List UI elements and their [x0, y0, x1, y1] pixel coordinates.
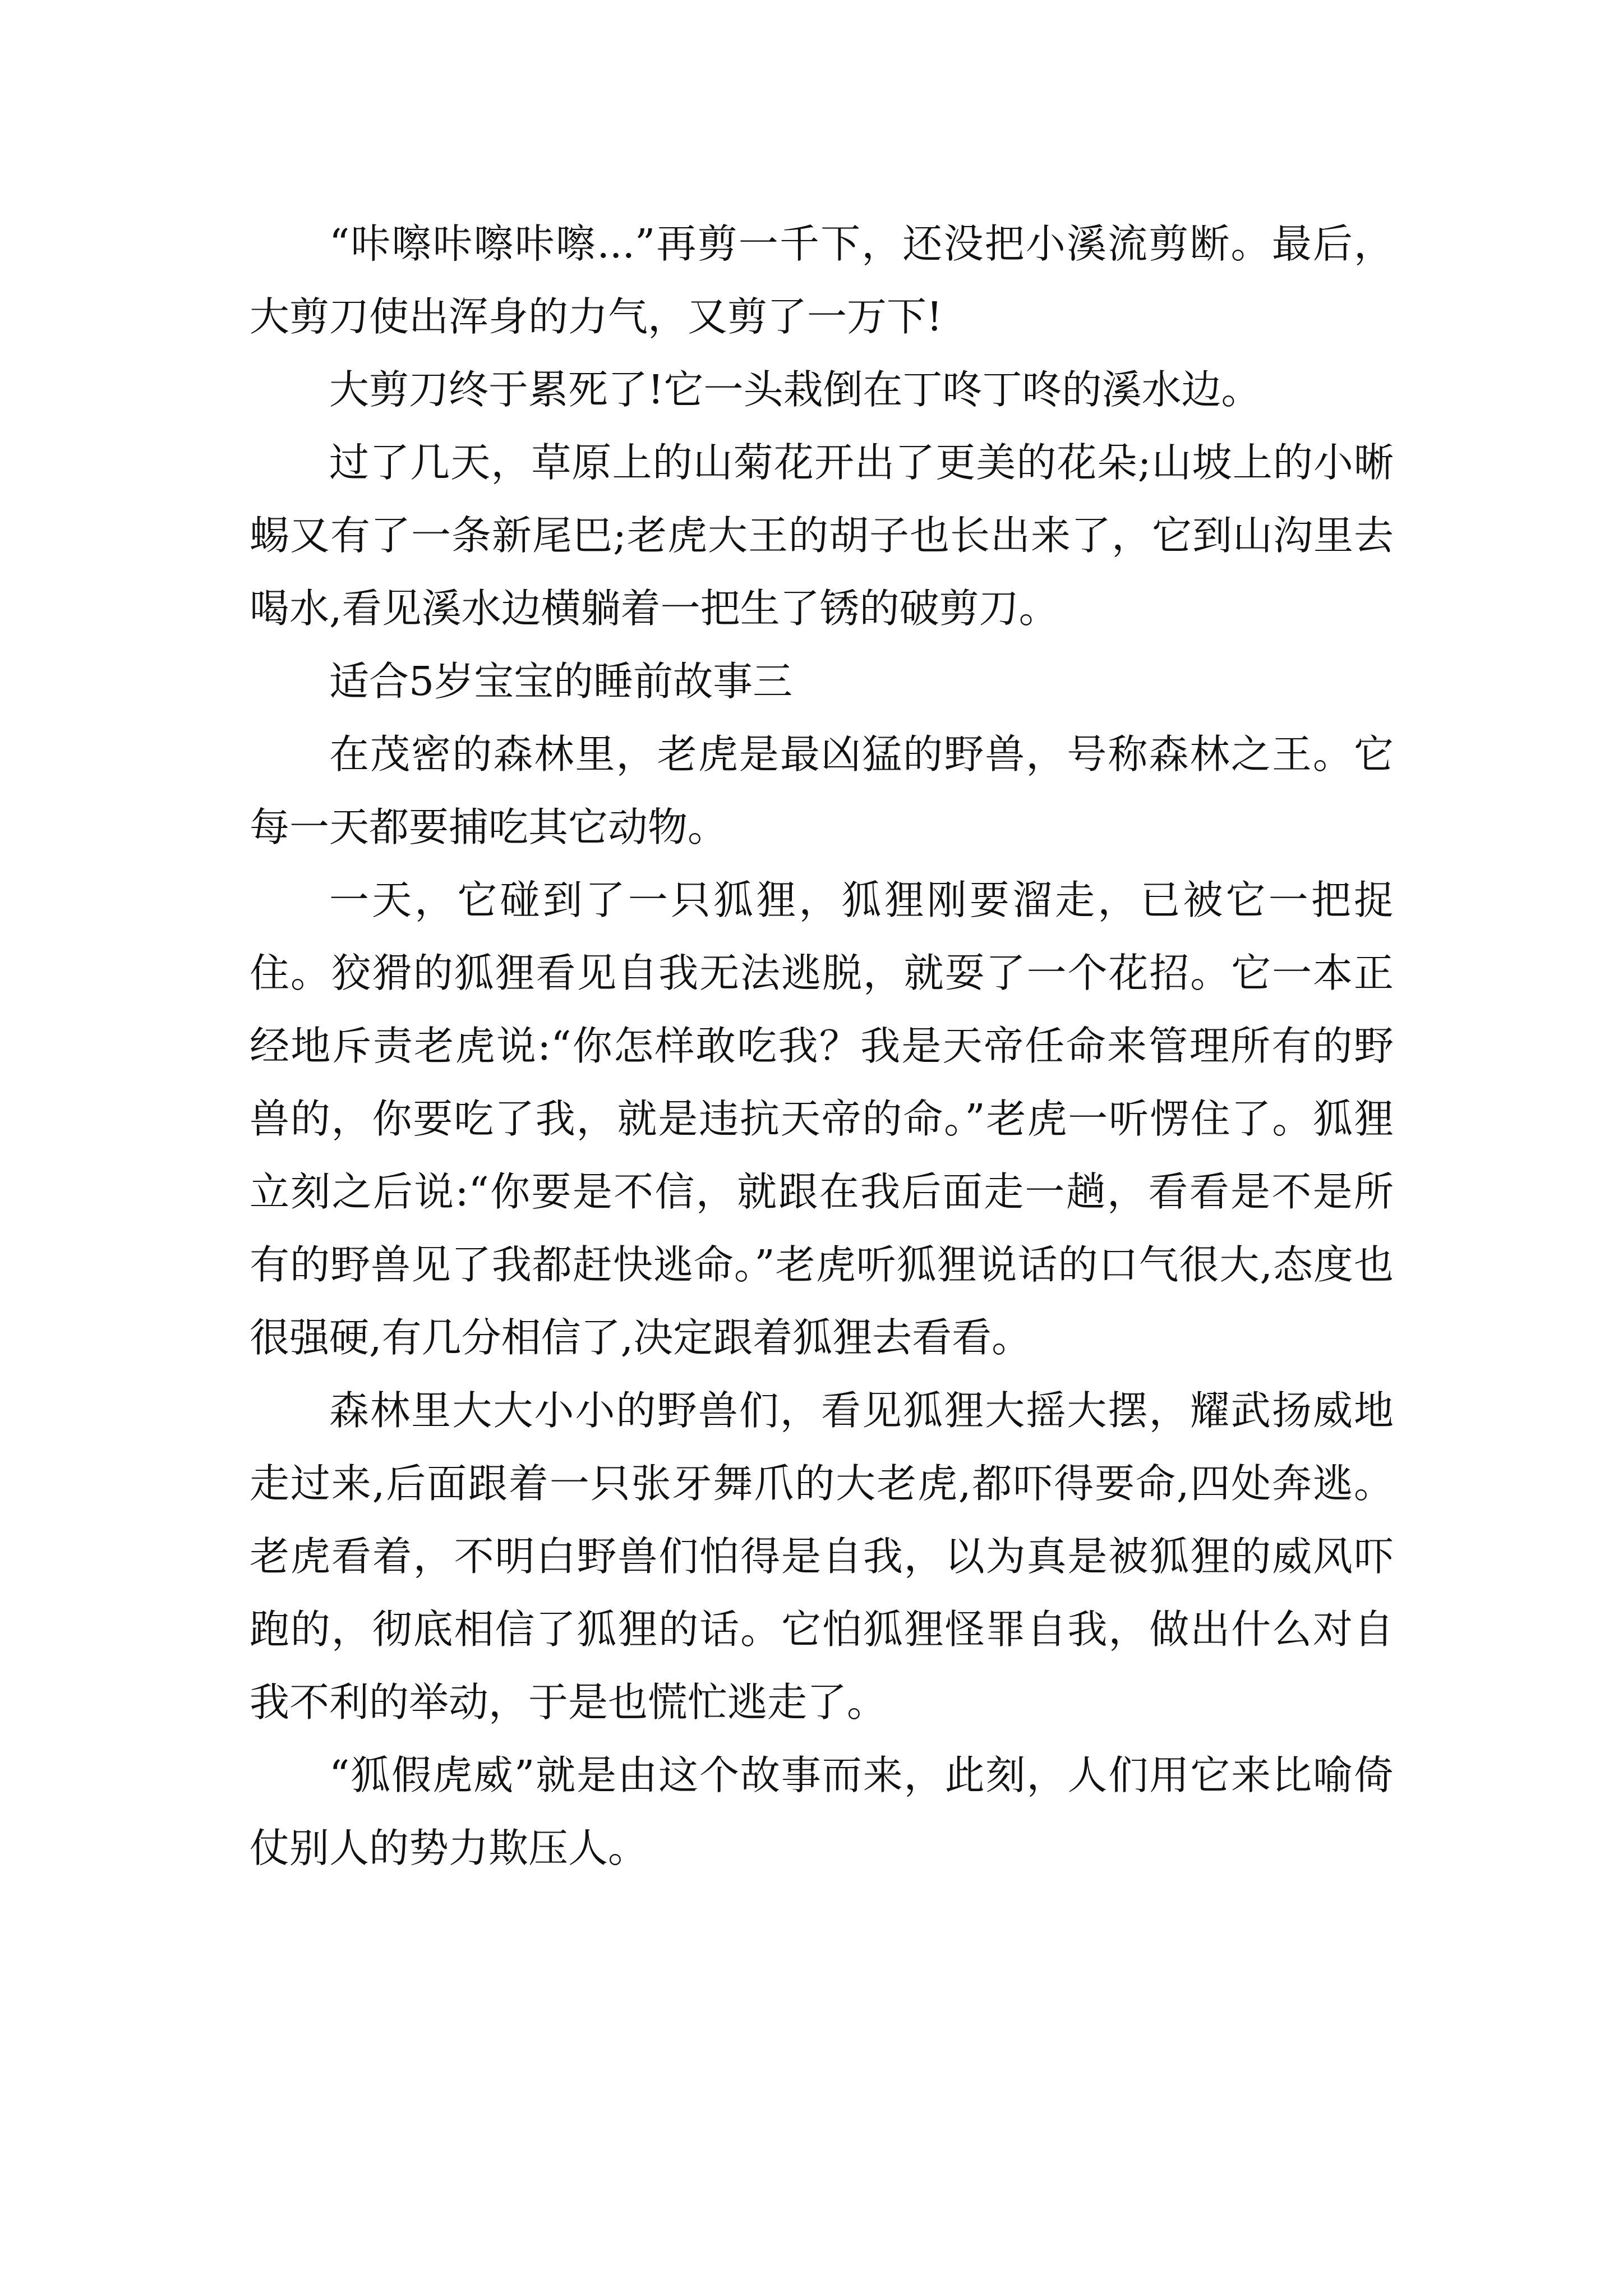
document-body: [250, 208, 1394, 1885]
paragraph-scissors-cutting: “咔嚓咔嚓咔嚓...”再剪一千下，还没把小溪流剪断。最后，大剪刀使出浑身的力气，又剪了一万下!: [250, 220, 1394, 340]
paragraph-animals-flee: 森林里大大小小的野兽们，看见狐狸大摇大摆，耀武扬威地走过来,后面跟着一只张牙舞爪的大老虎,都吓得要命,四处奔逃。老虎看着，不明白野兽们怕得是自我，以为真是被狐狸的威风吓跑的，彻底相信了狐狸的话。它怕狐狸怪罪自我，做出什么对自我不利的举动，于是也慌忙逃走了。: [250, 1387, 1394, 1726]
story-heading: 适合5岁宝宝的睡前故事三: [329, 658, 793, 705]
paragraph-idiom-meaning: “狐假虎威”就是由这个故事而来，此刻，人们用它来比喻倚仗别人的势力欺压人。: [250, 1752, 1394, 1871]
paragraph-scissors-exhausted: 大剪刀终于累死了!它一头栽倒在丁咚丁咚的溪水边。: [329, 366, 1261, 413]
paragraph-forest-tiger: 在茂密的森林里，老虎是最凶猛的野兽，号称森林之王。它每一天都要捕吃其它动物。: [250, 731, 1394, 850]
paragraph-fox-trick: 一天，它碰到了一只狐狸，狐狸刚要溜走，已被它一把捉住。狡猾的狐狸看见自我无法逃脱，就耍了一个花招。它一本正经地斥责老虎说:“你怎样敢吃我？我是天帝任命来管理所有的野兽的，你要吃了我，就是违抗天帝的命。”老虎一听愣住了。狐狸立刻之后说:“你要是不信，就跟在我后面走一趟，看看是不是所有的野兽见了我都赶快逃命。”老虎听狐狸说话的口气很大,态度也很强硬,有几分相信了,决定跟着狐狸去看看。: [250, 877, 1394, 1361]
paragraph-days-later: 过了几天，草原上的山菊花开出了更美的花朵;山坡上的小晰蜴又有了一条新尾巴;老虎大王的胡子也长出来了，它到山沟里去喝水,看见溪水边横躺着一把生了锈的破剪刀。: [250, 439, 1394, 632]
